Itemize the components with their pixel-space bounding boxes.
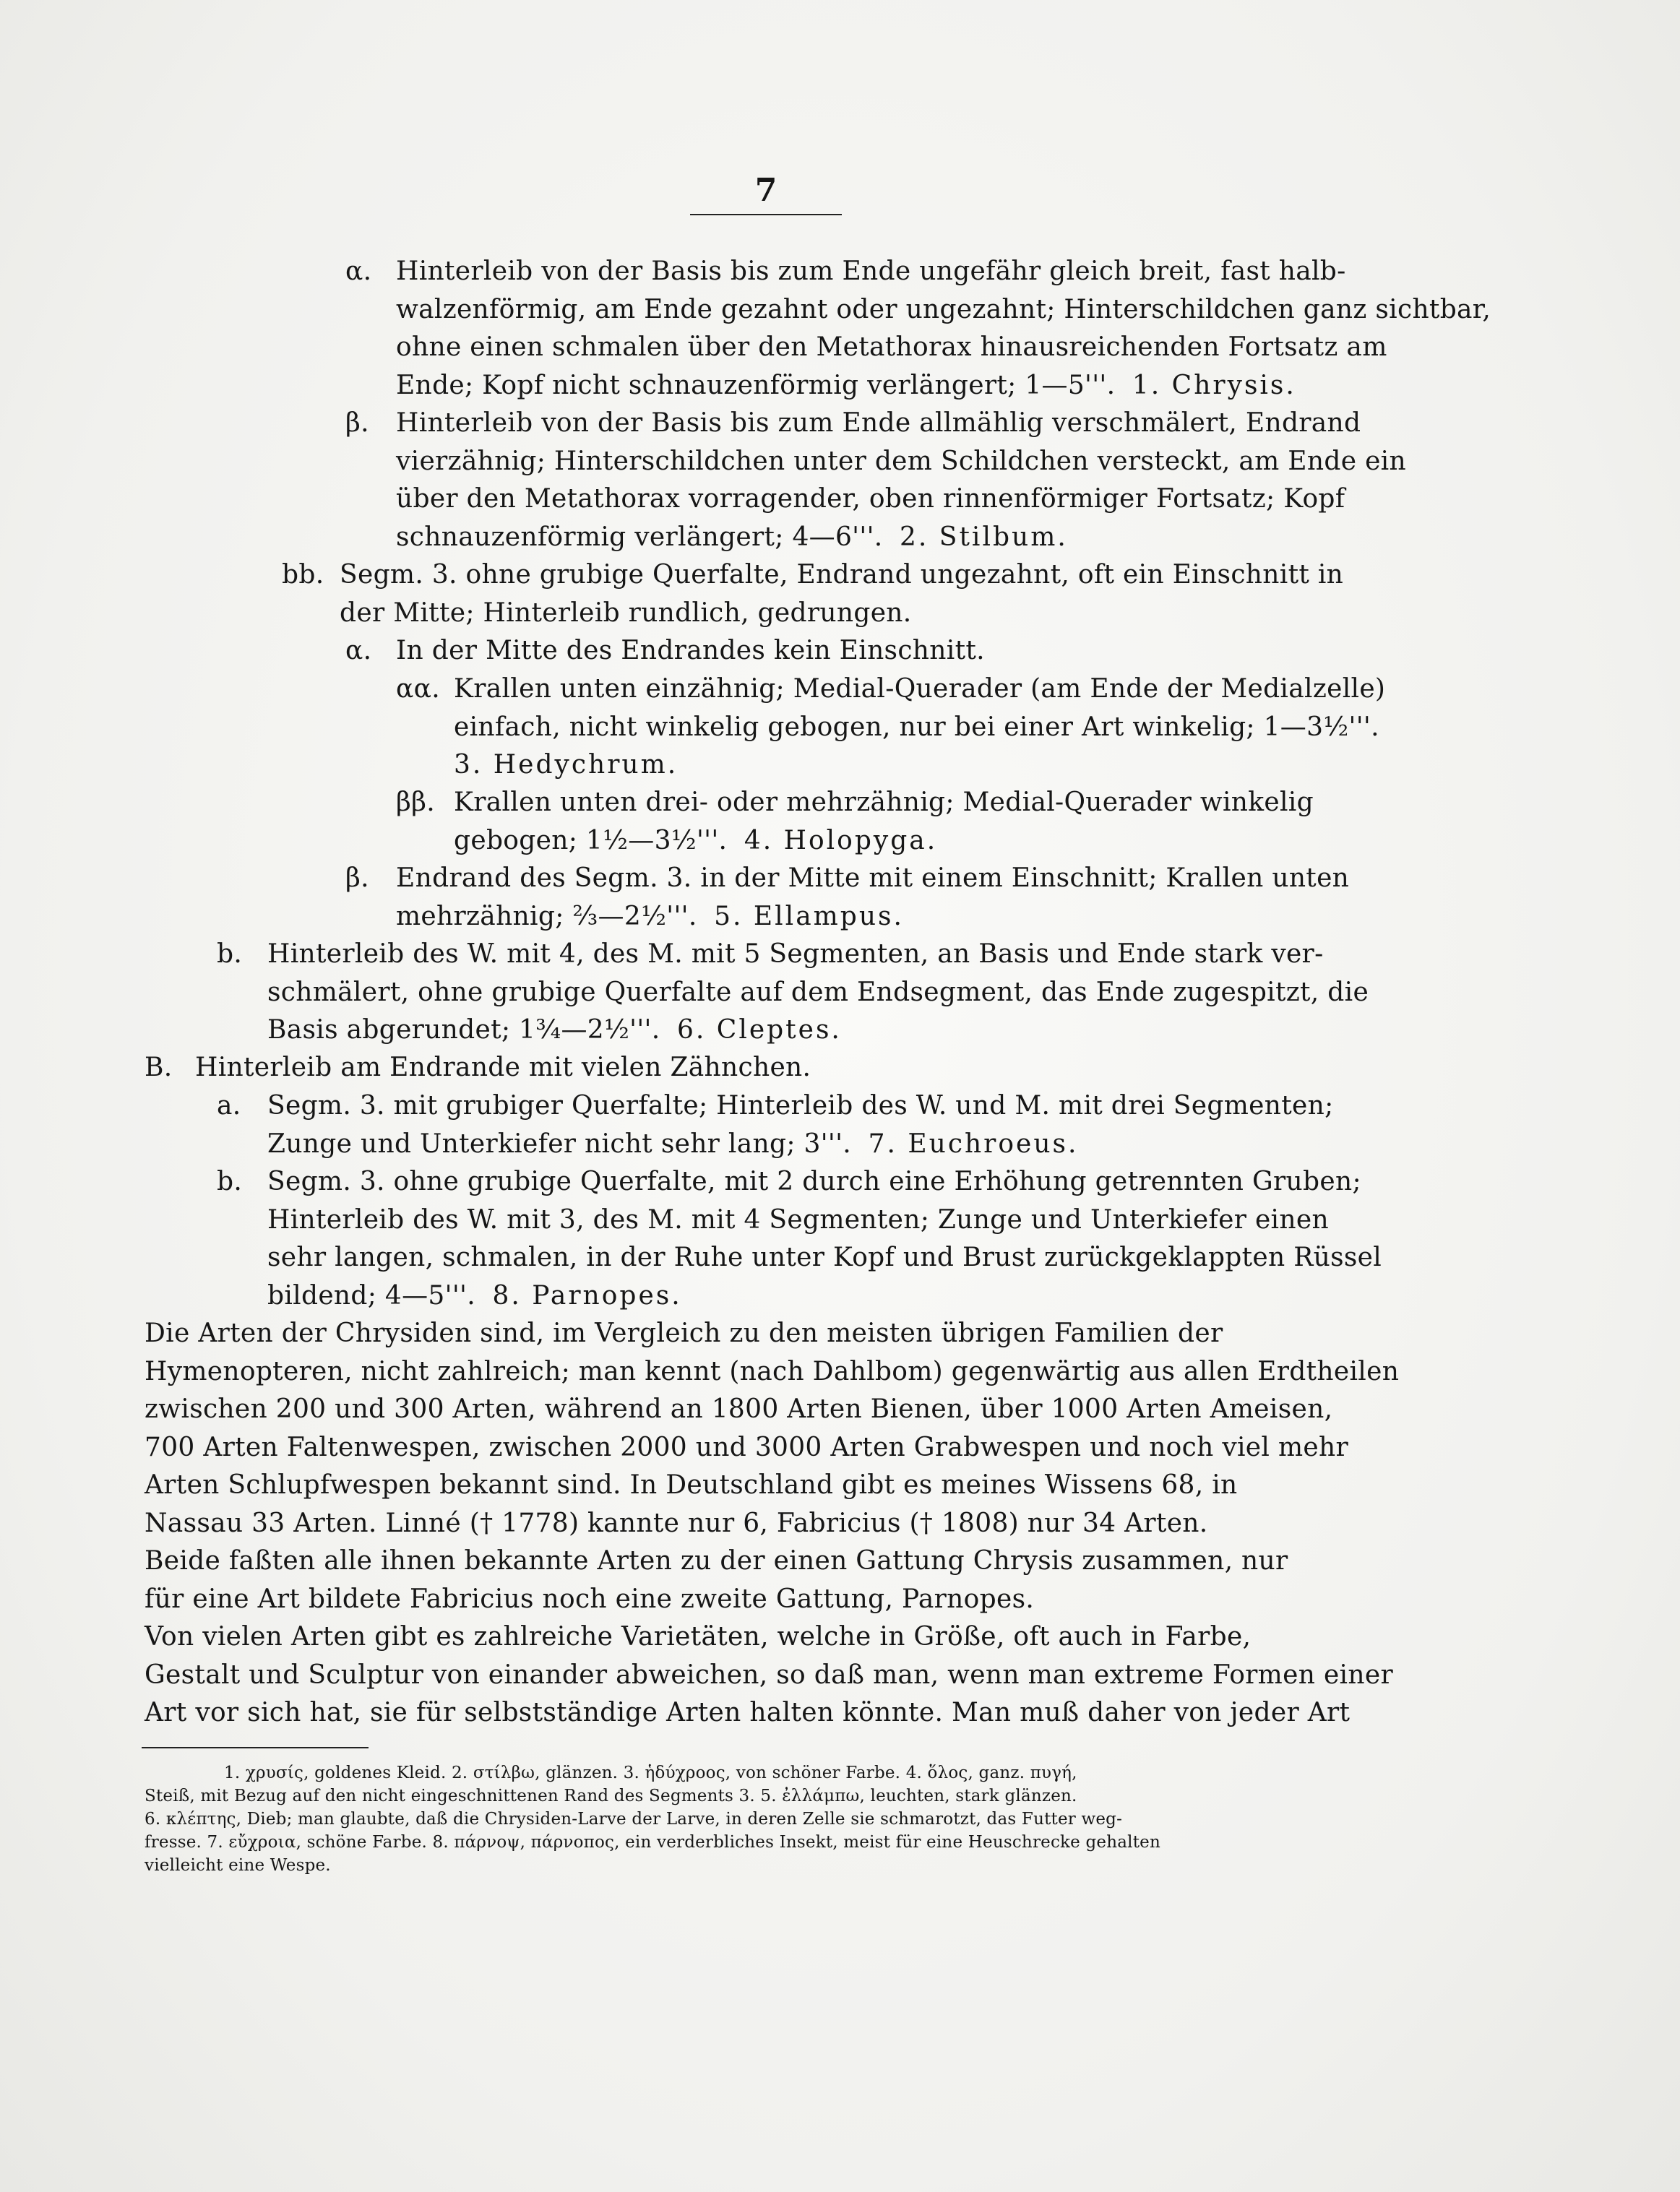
key-text: mehrzähnig; ⅔—2½'''. — [396, 901, 697, 931]
paragraph-line: Gestalt und Sculptur von einander abweichen, so daß man, wenn man extreme Formen einer — [145, 1660, 1393, 1690]
key-label: ββ. — [396, 788, 435, 817]
body-paragraph-1 — [145, 1315, 1399, 1618]
footnote-line: 6. κλέπτης, Dieb; man glaubte, daß die Chrysiden-Larve der Larve, in deren Zelle sie schmarotzt, das Futter weg- — [145, 1810, 1123, 1829]
key-entry-euchroeus — [217, 1087, 1334, 1163]
key-entry-parnopes — [217, 1163, 1382, 1315]
page-number-rule — [690, 214, 842, 215]
key-text: Hinterleib des W. mit 3, des M. mit 4 Segmenten; Zunge und Unterkiefer einen — [267, 1204, 1329, 1235]
paragraph-line: Die Arten der Chrysiden sind, im Vergleich zu den meisten übrigen Familien der — [145, 1319, 1223, 1348]
paragraph-line: Art vor sich hat, sie für selbstständige Arten halten könnte. Man muß daher von jeder Art — [145, 1698, 1351, 1727]
key-label: b. — [217, 939, 243, 969]
key-label: α. — [345, 256, 372, 286]
key-entry-stilbum — [345, 405, 1406, 556]
footnote-line: Steiß, mit Bezug auf den nicht eingeschnittenen Rand des Segments 3. 5. ἐλλάμπω, leuchten, stark glänzen. — [145, 1787, 1077, 1805]
key-label: β. — [345, 408, 369, 438]
key-text: Segm. 3. ohne grubige Querfalte, mit 2 durch eine Erhöhung getrennten Gruben; — [267, 1167, 1361, 1196]
key-entry-hedychrum — [396, 670, 1385, 785]
paragraph-line: Beide faßten alle ihnen bekannte Arten zu der einen Gattung Chrysis zusammen, nur — [145, 1546, 1288, 1576]
key-text: Segm. 3. mit grubiger Querfalte; Hinterleib des W. und M. mit drei Segmenten; — [267, 1091, 1334, 1121]
key-label: β. — [345, 863, 369, 893]
page-number: 7 — [754, 172, 777, 209]
genus-name: 7. Euchroeus. — [868, 1129, 1079, 1159]
key-entry-bb — [282, 556, 1343, 632]
key-entry-cleptes — [217, 936, 1369, 1050]
genus-name: 6. Cleptes. — [676, 1015, 842, 1045]
key-label: αα. — [396, 674, 440, 704]
key-text: sehr langen, schmalen, in der Ruhe unter Kopf und Brust zurückgeklappten Rüssel — [267, 1243, 1382, 1272]
key-text: In der Mitte des Endrandes kein Einschnitt. — [396, 636, 985, 665]
key-text: Segm. 3. ohne grubige Querfalte, Endrand ungezahnt, oft ein Einschnitt in — [340, 560, 1344, 590]
key-label: B. — [145, 1053, 173, 1082]
key-text: ohne einen schmalen über den Metathorax hinausreichenden Fortsatz am — [396, 332, 1387, 362]
key-label: a. — [217, 1091, 241, 1121]
key-text: Hinterleib des W. mit 4, des M. mit 5 Segmenten, an Basis und Ende stark ver- — [267, 939, 1324, 969]
key-text: Basis abgerundet; 1¾—2½'''. — [267, 1015, 660, 1045]
genus-name: 4. Holopyga. — [744, 825, 938, 855]
key-text: Krallen unten einzähnig; Medial-Querader (am Ende der Medialzelle) — [454, 674, 1386, 704]
paragraph-line: Hymenopteren, nicht zahlreich; man kennt (nach Dahlbom) gegenwärtig aus allen Erdtheilen — [145, 1356, 1400, 1386]
genus-name: 2. Stilbum. — [900, 522, 1068, 552]
genus-name: 5. Ellampus. — [714, 901, 904, 931]
paragraph-line: Arten Schlupfwespen bekannt sind. In Deutschland gibt es meines Wissens 68, in — [145, 1470, 1238, 1500]
key-label: b. — [217, 1167, 243, 1196]
footnote-line: fresse. 7. εὔχροια, schöne Farbe. 8. πάρνοψ, πάρνοπος, ein verderbliches Insekt, meist für eine Heuschrecke gehalten — [145, 1833, 1160, 1852]
key-label: bb. — [282, 560, 324, 590]
body-paragraph-2 — [145, 1618, 1393, 1733]
key-entry-B — [145, 1049, 811, 1087]
genus-name: 1. Chrysis. — [1132, 370, 1296, 400]
key-text: walzenförmig, am Ende gezahnt oder ungezahnt; Hinterschildchen ganz sichtbar, — [396, 294, 1491, 324]
key-text: schnauzenförmig verlängert; 4—6'''. — [396, 522, 883, 552]
footnote-rule — [142, 1747, 369, 1748]
key-text: bildend; 4—5'''. — [267, 1280, 475, 1311]
key-entry-chrysis — [345, 253, 1491, 405]
key-text: Hinterleib am Endrande mit vielen Zähnchen. — [195, 1053, 811, 1082]
paragraph-line: für eine Art bildete Fabricius noch eine zweite Gattung, Parnopes. — [145, 1584, 1035, 1614]
key-text: schmälert, ohne grubige Querfalte auf dem Endsegment, das Ende zugespitzt, die — [267, 977, 1369, 1007]
paragraph-line: zwischen 200 und 300 Arten, während an 1800 Arten Bienen, über 1000 Arten Ameisen, — [145, 1394, 1333, 1424]
key-text: gebogen; 1½—3½'''. — [454, 825, 728, 855]
key-text: Endrand des Segm. 3. in der Mitte mit einem Einschnitt; Krallen unten — [396, 863, 1350, 893]
footnotes — [145, 1761, 1160, 1877]
paragraph-line: Von vielen Arten gibt es zahlreiche Varietäten, welche in Größe, oft auch in Farbe, — [145, 1622, 1252, 1652]
paragraph-line: Nassau 33 Arten. Linné († 1778) kannte nur 6, Fabricius († 1808) nur 34 Arten. — [145, 1508, 1208, 1538]
key-text: Zunge und Unterkiefer nicht sehr lang; 3'''. — [267, 1129, 852, 1159]
footnote-line: vielleicht eine Wespe. — [145, 1856, 331, 1875]
key-text: Ende; Kopf nicht schnauzenförmig verlängert; 1—5'''. — [396, 370, 1116, 400]
key-text: Krallen unten drei- oder mehrzähnig; Medial-Querader winkelig — [454, 788, 1314, 817]
key-entry-ellampus — [345, 860, 1349, 936]
footnote-line: 1. χρυσίς, goldenes Kleid. 2. στίλβω, glänzen. 3. ἡδύχροος, von schöner Farbe. 4. ὅλος, ganz. πυγή, — [224, 1764, 1077, 1782]
paragraph-line: 700 Arten Faltenwespen, zwischen 2000 und 3000 Arten Grabwespen und noch viel mehr — [145, 1432, 1348, 1462]
key-text: Hinterleib von der Basis bis zum Ende allmählig verschmälert, Endrand — [396, 408, 1361, 438]
genus-name: 8. Parnopes. — [492, 1280, 682, 1311]
key-entry-holopyga — [396, 784, 1314, 860]
key-label: α. — [345, 636, 372, 665]
key-text: Hinterleib von der Basis bis zum Ende ungefähr gleich breit, fast halb- — [396, 256, 1346, 286]
genus-name: 3. Hedychrum. — [454, 750, 679, 780]
key-text: vierzähnig; Hinterschildchen unter dem Schildchen versteckt, am Ende ein — [396, 446, 1406, 476]
key-text: der Mitte; Hinterleib rundlich, gedrungen. — [340, 597, 912, 628]
key-entry-bb-alpha — [345, 632, 985, 670]
key-text: über den Metathorax vorragender, oben rinnenförmiger Fortsatz; Kopf — [396, 484, 1345, 514]
key-text: einfach, nicht winkelig gebogen, nur bei einer Art winkelig; 1—3½'''. — [454, 712, 1379, 742]
